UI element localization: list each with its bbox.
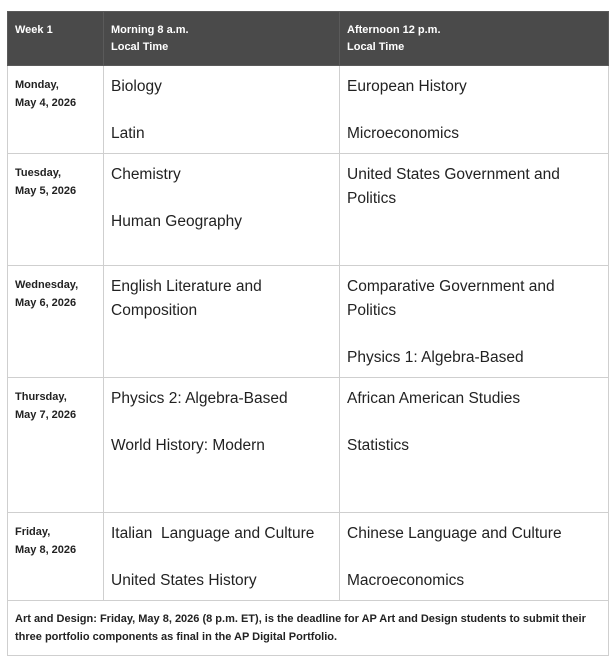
exam-subject: African American Studies bbox=[347, 390, 521, 407]
day-cell bbox=[8, 66, 104, 154]
header-week bbox=[8, 12, 104, 66]
morning-cell bbox=[104, 66, 340, 154]
table-row-monday bbox=[8, 66, 609, 154]
morning-local-time-label: Local Time bbox=[111, 41, 169, 53]
exam-subject: Physics 2: Algebra-Based bbox=[111, 390, 288, 407]
afternoon-local-time-label: Local Time bbox=[347, 41, 405, 53]
header-afternoon bbox=[340, 12, 609, 66]
exam-subject: Chinese Language and Culture bbox=[347, 525, 562, 542]
art-and-design-note: Art and Design: Friday, May 8, 2026 (8 p.m. ET), is the deadline for AP Art and Design students to submit their three portfolio components as final in the AP Digital Portfolio. bbox=[8, 601, 609, 656]
exam-subject: Physics 1: Algebra-Based bbox=[347, 349, 524, 366]
header-morning bbox=[104, 12, 340, 66]
table-row-thursday bbox=[8, 378, 609, 513]
day-date: May 8, 2026 bbox=[15, 544, 77, 556]
day-name: Monday, bbox=[15, 79, 59, 91]
exam-subject: World History: Modern bbox=[111, 437, 265, 454]
morning-cell bbox=[104, 513, 340, 601]
afternoon-cell bbox=[340, 513, 609, 601]
exam-subject: English Literature and Composition bbox=[111, 278, 262, 319]
afternoon-time-label: Afternoon 12 p.m. bbox=[347, 24, 441, 36]
exam-subject: Microeconomics bbox=[347, 125, 459, 142]
day-cell bbox=[8, 378, 104, 513]
week-label: Week 1 bbox=[15, 24, 53, 36]
day-cell bbox=[8, 513, 104, 601]
day-name: Thursday, bbox=[15, 391, 67, 403]
morning-cell bbox=[104, 378, 340, 513]
header-row bbox=[8, 12, 609, 66]
day-name: Wednesday, bbox=[15, 279, 79, 291]
exam-subject: Human Geography bbox=[111, 213, 242, 230]
day-date: May 6, 2026 bbox=[15, 297, 77, 309]
day-date: May 5, 2026 bbox=[15, 185, 77, 197]
exam-subject: Statistics bbox=[347, 437, 410, 454]
day-date: May 7, 2026 bbox=[15, 409, 77, 421]
afternoon-cell bbox=[340, 154, 609, 266]
day-cell bbox=[8, 266, 104, 378]
morning-cell bbox=[104, 154, 340, 266]
day-name: Tuesday, bbox=[15, 167, 62, 179]
exam-subject: Latin bbox=[111, 125, 145, 142]
footer-row bbox=[8, 601, 609, 656]
morning-time-label: Morning 8 a.m. bbox=[111, 24, 189, 36]
day-name: Friday, bbox=[15, 526, 51, 538]
exam-subject: Biology bbox=[111, 78, 162, 95]
exam-subject: United States History bbox=[111, 572, 257, 589]
afternoon-cell bbox=[340, 266, 609, 378]
morning-cell bbox=[104, 266, 340, 378]
exam-subject: European History bbox=[347, 78, 467, 95]
afternoon-cell bbox=[340, 378, 609, 513]
exam-schedule-table bbox=[7, 11, 609, 656]
table-row-friday bbox=[8, 513, 609, 601]
day-date: May 4, 2026 bbox=[15, 97, 77, 109]
day-cell bbox=[8, 154, 104, 266]
exam-subject: Macroeconomics bbox=[347, 572, 465, 589]
afternoon-cell bbox=[340, 66, 609, 154]
exam-subject: United States Government and Politics bbox=[347, 166, 560, 207]
exam-subject: Chemistry bbox=[111, 166, 181, 183]
exam-subject: Comparative Government and Politics bbox=[347, 278, 555, 319]
table-row-tuesday bbox=[8, 154, 609, 266]
exam-subject: Italian Language and Culture bbox=[111, 525, 315, 542]
table-row-wednesday bbox=[8, 266, 609, 378]
